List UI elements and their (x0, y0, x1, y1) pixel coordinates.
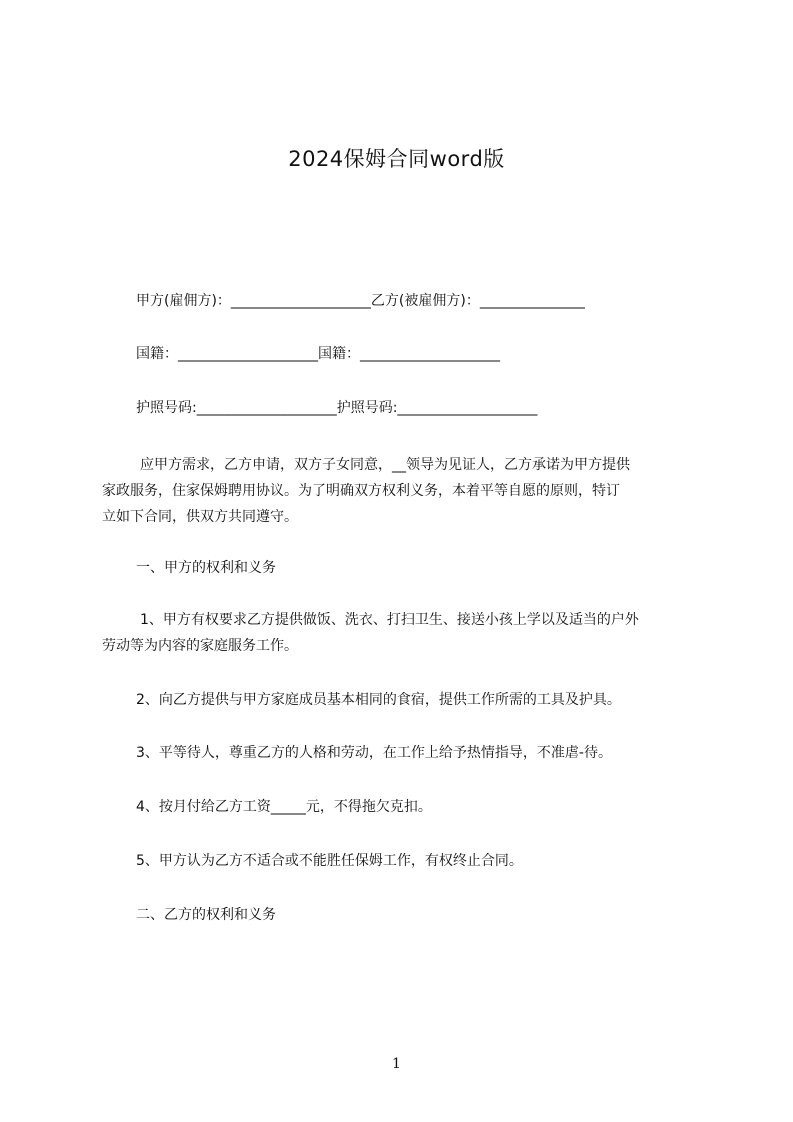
document-title: 2024保姆合同word版 (288, 147, 505, 171)
intro-line-1: 应甲方需求，乙方申请，双方子女同意，__领导为见证人，乙方承诺为甲方提供 (140, 457, 630, 473)
passport-line: 护照号码:____________________护照号码:____________________ (136, 400, 538, 416)
party-a-b-line: 甲方(雇佣方)：____________________乙方(被雇佣方)：_______________ (136, 293, 585, 309)
section-1-item-5: 5、甲方认为乙方不适合或不能胜任保姆工作，有权终止合同。 (136, 853, 523, 869)
section-1-item-3: 3、平等待人，尊重乙方的人格和劳动，在工作上给予热情指导，不准虐-待。 (136, 745, 612, 761)
section-2-heading: 二、乙方的权利和义务 (136, 907, 276, 923)
section-1-item-1 (102, 607, 692, 659)
page-number: 1 (392, 1056, 401, 1072)
section-1-heading: 一、甲方的权利和义务 (136, 560, 276, 576)
nationality-line: 国籍：____________________国籍：____________________ (136, 346, 500, 362)
item-1-line-1: 1、甲方有权要求乙方提供做饭、洗衣、打扫卫生、接送小孩上学以及适当的户外 (140, 612, 639, 628)
intro-paragraph (102, 452, 692, 530)
section-1-item-2: 2、向乙方提供与甲方家庭成员基本相同的食宿，提供工作所需的工具及护具。 (136, 692, 621, 708)
intro-line-3: 立如下合同，供双方共同遵守。 (102, 509, 298, 525)
intro-line-2: 家政服务，住家保姆聘用协议。为了明确双方权利义务，本着平等自愿的原则，特订 (102, 483, 620, 499)
section-1-item-4: 4、按月付给乙方工资_____元，不得拖欠克扣。 (136, 799, 432, 815)
item-1-line-2: 劳动等为内容的家庭服务工作。 (102, 638, 298, 654)
